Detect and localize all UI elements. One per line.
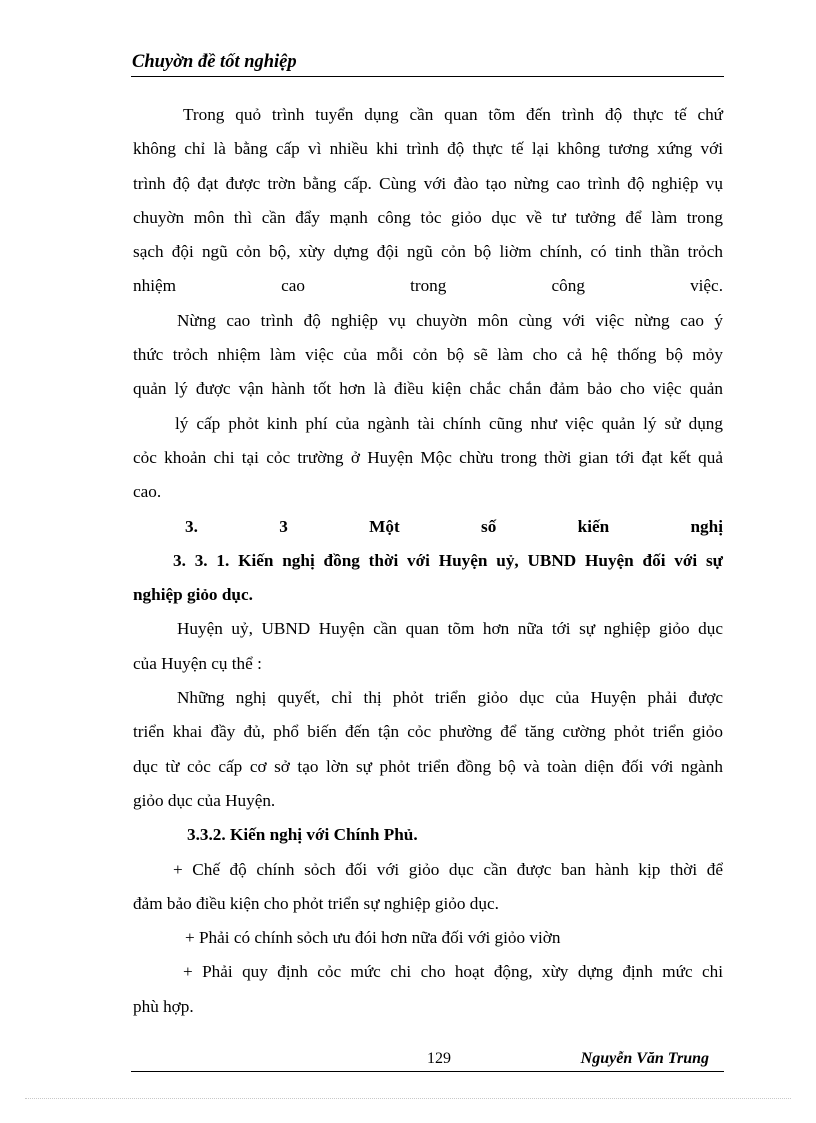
paragraph-line: thức trỏch nhiệm làm việc của mỗi cỏn bộ sẽ làm cho cả hệ thống bộ mỏy bbox=[133, 345, 723, 365]
paragraph-line: Nừng cao trình độ nghiệp vụ chuyờn môn cùng với việc nừng cao ý bbox=[177, 310, 723, 330]
subsection-heading: 3. 3. 1. Kiến nghị đồng thời với Huyện uỷ, UBND Huyện đối với sự bbox=[173, 550, 723, 570]
page-footer bbox=[131, 1048, 724, 1072]
paragraph-line: + Phải có chính sỏch ưu đói hơn nữa đối với giỏo viờn bbox=[185, 928, 561, 948]
paragraph-line: Huyện uỷ, UBND Huyện cần quan tõm hơn nữa tới sự nghiệp giỏo dục bbox=[177, 619, 723, 639]
paragraph-line: đảm bảo điều kiện cho phỏt triển sự nghiệp giỏo dục. bbox=[133, 893, 499, 913]
page-edge-divider bbox=[25, 1098, 791, 1099]
author-name: Nguyễn Văn Trung bbox=[580, 1050, 709, 1067]
paragraph-line: nhiệm cao trong công việc. bbox=[133, 276, 723, 296]
subsection-heading: 3.3.2. Kiến nghị với Chính Phủ. bbox=[187, 825, 418, 845]
section-heading: 3. 3 Một số kiến nghị bbox=[185, 516, 723, 536]
paragraph-line: triển khai đầy đủ, phổ biến đến tận cỏc phường để tăng cường phỏt triển giỏo bbox=[133, 722, 723, 742]
subsection-heading: nghiệp giỏo dục. bbox=[133, 585, 253, 605]
paragraph-line: + Phải quy định cỏc mức chi cho hoạt động, xừy dựng định mức chi bbox=[183, 962, 723, 982]
header-title: Chuyờn đề tốt nghiệp bbox=[132, 52, 297, 72]
paragraph-line: quản lý được vận hành tốt hơn là điều kiện chắc chắn đảm bảo cho việc quản bbox=[133, 379, 723, 399]
paragraph-line: Trong quỏ trình tuyển dụng cần quan tõm đến trình độ thực tế chứ bbox=[183, 105, 723, 124]
paragraph-line: giỏo dục của Huyện. bbox=[133, 790, 276, 810]
paragraph-line: Những nghị quyết, chỉ thị phỏt triển giỏo dục của Huyện phải được bbox=[177, 688, 723, 708]
page-header bbox=[131, 50, 724, 77]
document-body bbox=[133, 98, 723, 1024]
paragraph-line: phù hợp. bbox=[133, 996, 194, 1016]
paragraph-line: + Chế độ chính sỏch đối với giỏo dục cần được ban hành kịp thời để bbox=[173, 859, 723, 879]
paragraph-line: trình độ đạt được trờn bằng cấp. Cùng với đào tạo nừng cao trình độ nghiệp vụ bbox=[133, 173, 723, 193]
paragraph-line: sạch đội ngũ cỏn bộ, xừy dựng đội ngũ cỏn bộ liờm chính, có tinh thần trỏch bbox=[133, 242, 723, 262]
paragraph-line: chuyờn môn thì cần đẩy mạnh công tỏc giỏo dục về tư tưởng để làm trong bbox=[133, 207, 723, 227]
page-number: 129 bbox=[427, 1050, 451, 1067]
paragraph-line: cỏc khoản chi tại cỏc trường ở Huyện Mộc chừu trong thời gian tới đạt kết quả bbox=[133, 447, 723, 467]
paragraph-line: không chỉ là bằng cấp vì nhiều khi trình độ thực tế lại không tương xứng với bbox=[133, 139, 723, 159]
paragraph-line: lý cấp phỏt kinh phí của ngành tài chính cũng như việc quản lý sử dụng bbox=[175, 413, 723, 433]
paragraph-line: của Huyện cụ thể : bbox=[133, 653, 262, 673]
paragraph-line: cao. bbox=[133, 482, 162, 502]
paragraph-line: dục từ cỏc cấp cơ sở tạo lờn sự phỏt triển đồng bộ và toàn diện đối với ngành bbox=[133, 756, 723, 776]
